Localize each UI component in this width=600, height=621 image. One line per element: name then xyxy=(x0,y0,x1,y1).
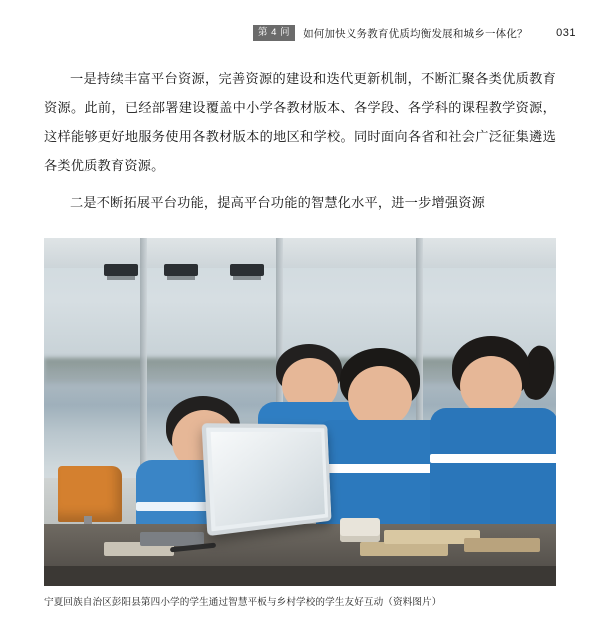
desk-front-edge xyxy=(44,566,556,586)
head xyxy=(460,356,522,416)
ceiling-lamp xyxy=(104,264,138,276)
calculator xyxy=(340,518,380,542)
desk-book xyxy=(464,538,540,552)
paragraph: 二是不断拓展平台功能，提高平台功能的智慧化水平，进一步增强资源 xyxy=(70,195,486,210)
paragraph: 一是持续丰富平台资源，完善资源的建设和迭代更新机制，不断汇聚各类优质教育资源。此前，已经部署建设覆盖中小学各教材版本、各学段、各学科的课程教学资源，这样能够更好地服务使用各教材版本的地区和学校。同时面向各省和社会广泛征集遴选各类优质教育资源。 xyxy=(44,71,556,173)
page-number: 031 xyxy=(556,27,576,39)
uniform xyxy=(430,408,556,542)
tablet-screen xyxy=(211,432,325,527)
uniform-stripe xyxy=(430,454,556,463)
student-right-girl xyxy=(412,328,556,542)
header-inner xyxy=(253,25,528,42)
ceiling-lamp xyxy=(164,264,198,276)
figure-photo xyxy=(44,238,556,586)
desk-book xyxy=(360,542,448,556)
orange-chair xyxy=(58,466,122,522)
figure-caption: 宁夏回族自治区彭阳县第四小学的学生通过智慧平板与乡村学校的学生友好互动（资料图片） xyxy=(44,597,442,608)
figure xyxy=(44,238,556,610)
question-number-badge: 第 4 问 xyxy=(253,25,295,42)
head xyxy=(348,366,412,428)
ceiling-lamp xyxy=(230,264,264,276)
tablet-device xyxy=(202,423,332,536)
body-text xyxy=(44,64,556,217)
running-header xyxy=(0,22,600,44)
header-title: 如何加快义务教育优质均衡发展和城乡一体化？ xyxy=(303,27,528,40)
